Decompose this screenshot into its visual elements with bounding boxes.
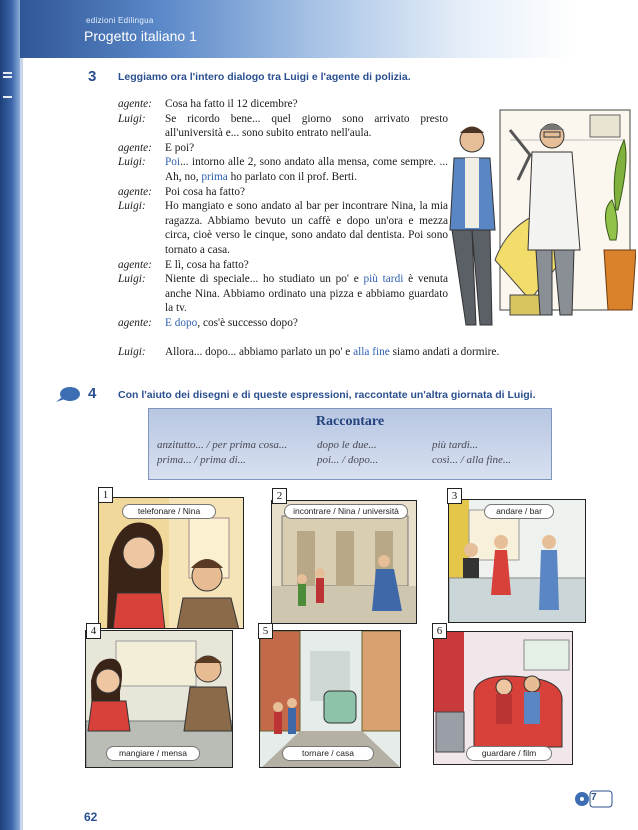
dialogue-line	[118, 258, 448, 273]
page-number: 62	[84, 810, 98, 824]
exercise-4-title: Con l'aiuto dei disegni e di queste espressioni, raccontate un'altra giornata di Luigi.	[118, 389, 536, 401]
speaker: agente:	[118, 316, 152, 329]
dialogue-line	[118, 112, 448, 141]
dialogue-line	[118, 155, 448, 184]
dialogue-line	[118, 185, 448, 200]
line-text: Poi cosa ha fatto?	[165, 185, 245, 198]
panel-number: 2	[272, 488, 287, 504]
panel-number: 3	[447, 488, 462, 504]
line-text: Poi... intorno alle 2, sono andato alla mensa, come sempre. ... Ah, no, prima ho parlato con il prof. Berti.	[165, 156, 448, 183]
panel-label: andare / bar	[484, 504, 554, 519]
panel-6	[433, 631, 573, 765]
speech-bubble-icon	[55, 386, 81, 404]
dialogue-last-line	[118, 346, 499, 358]
panel-label: tornare / casa	[282, 746, 374, 761]
exercise-4-number: 4	[88, 385, 97, 402]
speaker: Luigi:	[118, 273, 146, 286]
dialogue	[118, 97, 448, 331]
expression: anzitutto... / per prima cosa...	[157, 439, 288, 451]
speaker: Luigi:	[118, 112, 146, 125]
speaker: Luigi:	[118, 156, 146, 169]
panel-number: 4	[86, 623, 101, 639]
line-text: E dopo, cos'è successo dopo?	[165, 316, 298, 329]
dialogue-line	[118, 97, 448, 112]
spine-edge	[20, 58, 23, 830]
line-text: Cosa ha fatto il 12 dicembre?	[165, 98, 298, 110]
dentist-illustration	[440, 100, 636, 330]
line-text: Allora... dopo... abbiamo parlato un po' e alla fine siamo andati a dormire.	[165, 346, 500, 358]
exercise-3-number: 3	[88, 68, 97, 85]
dialogue-line	[118, 316, 448, 331]
speaker: Luigi:	[118, 200, 146, 213]
dialogue-line	[118, 141, 448, 156]
speaker: agente:	[118, 98, 152, 110]
dialogue-line	[118, 199, 448, 257]
line-text: Niente di speciale... ho studiato un po' e più tardi è venuta anche Nina. Abbiamo ordinato una pizza e abbiamo guardato la tv.	[165, 273, 448, 315]
publisher-name: edizioni Edilingua	[86, 16, 154, 25]
dialogue-line	[118, 272, 448, 316]
panel-number: 6	[432, 623, 447, 639]
raccontare-box	[148, 408, 552, 480]
page-spine	[0, 0, 20, 830]
panel-label: telefonare / Nina	[122, 504, 216, 519]
speaker: agente:	[118, 141, 152, 154]
line-text: Se ricordo bene... quel giorno sono arrivato presto all'università e... sono subito entrato nell'aula.	[165, 112, 448, 140]
speaker: Luigi:	[118, 346, 146, 358]
panel-label: incontrare / Nina / università	[284, 504, 408, 519]
cd-track-number: 7	[591, 792, 597, 803]
panel-label: guardare / film	[466, 746, 552, 761]
speaker: agente:	[118, 185, 152, 198]
expression: prima... / prima di...	[157, 454, 246, 466]
expression: più tardi...	[432, 439, 479, 451]
line-text: E lì, cosa ha fatto?	[165, 258, 249, 271]
panel-number: 1	[98, 487, 113, 503]
page-header	[0, 0, 638, 58]
line-text: Ho mangiato e sono andato al bar per incontrare Nina, la mia ragazza. Abbiamo bevuto un caffè e dopo un'ora e mezza circa, cioè verso le cinque, sono andato dal dentista. Poi sono tornato a casa.	[165, 200, 448, 256]
panel-label: mangiare / mensa	[106, 746, 200, 761]
expression: così... / alla fine...	[432, 454, 512, 466]
expression: poi... / dopo...	[317, 454, 379, 466]
expression: dopo le due...	[317, 439, 377, 451]
raccontare-title: Raccontare	[315, 414, 385, 429]
exercise-3-title: Leggiamo ora l'intero dialogo tra Luigi e l'agente di polizia.	[118, 71, 411, 83]
speaker: agente:	[118, 258, 152, 271]
panel-number: 5	[258, 623, 273, 639]
line-text: E poi?	[165, 141, 195, 154]
book-series-title: Progetto italiano 1	[84, 28, 197, 44]
